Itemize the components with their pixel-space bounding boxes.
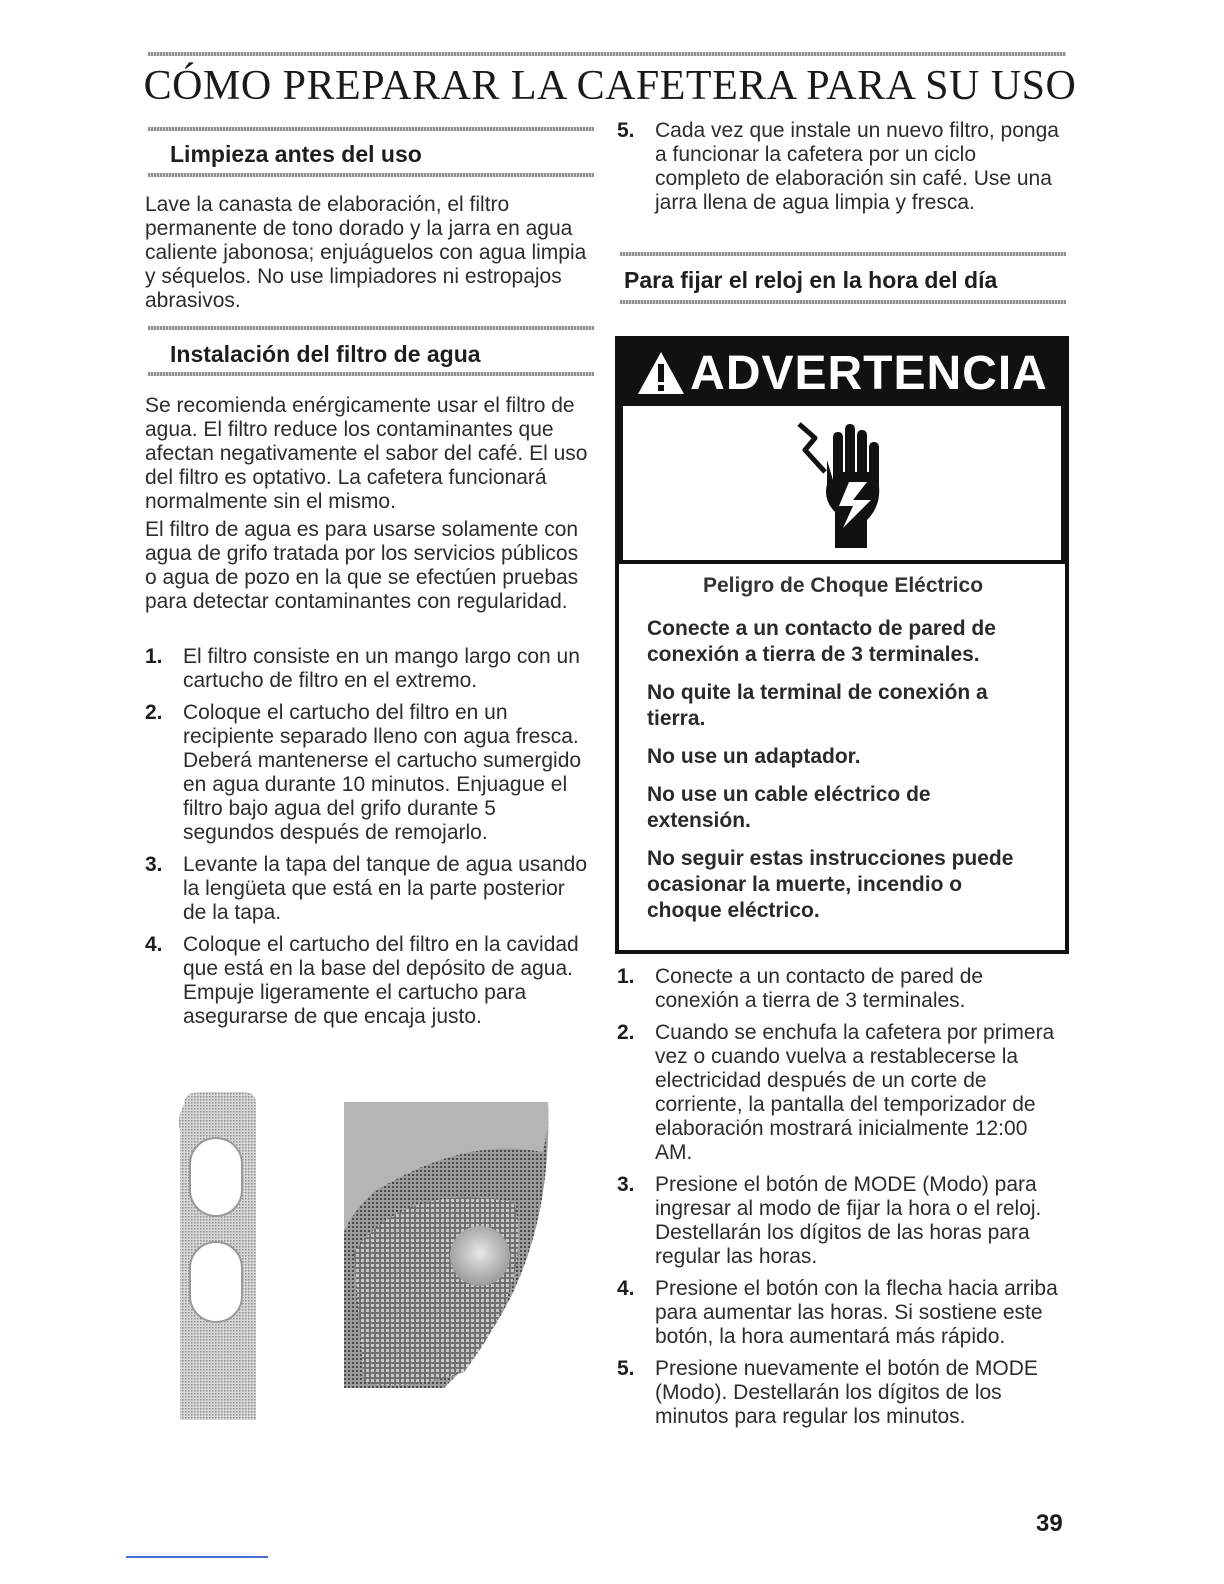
list-item: 4. Presione el botón con la flecha hacia arriba para aumentar las horas. Si sostiene este botón, la hora aumentará más rápido.	[617, 1277, 1058, 1348]
warning-line: No seguir estas instrucciones puede ocasionar la muerte, incendio o choque eléctrico.	[647, 847, 1014, 922]
water-filter-usage: El filtro de agua es para usarse solamente con agua de grifo tratada por los servicios públicos o agua de pozo en la que se efectúen pruebas para detectar contaminantes con regularidad.	[145, 518, 579, 613]
section-rule	[148, 326, 594, 330]
warning-line: Conecte a un contacto de pared de conexión a tierra de 3 terminales.	[647, 617, 996, 666]
list-item: 3. Presione el botón de MODE (Modo) para ingresar al modo de fijar la hora o el reloj. Destellarán los dígitos de las horas para regular las horas.	[617, 1173, 1042, 1268]
list-item: 2. Cuando se enchufa la cafetera por primera vez o cuando vuelva a restablecerse la electricidad después de un corte de corriente, la pantalla del temporizador de elaboración mostrará inicialmente 12:00 AM.	[617, 1021, 1055, 1164]
clock-steps-list	[617, 965, 1065, 1437]
warning-body	[647, 574, 1039, 936]
list-item: 5. Presione nuevamente el botón de MODE (Modo). Destellarán los dígitos de los minutos para regular los minutos.	[617, 1357, 1038, 1428]
warning-header	[619, 340, 1065, 406]
warning-triangle-icon	[636, 350, 686, 396]
filter-steps-list	[145, 645, 590, 1037]
footer-line	[126, 1556, 268, 1558]
warning-line: No use un cable eléctrico de extensión.	[647, 783, 931, 832]
water-reservoir-illustration	[344, 1102, 552, 1402]
filter-handle-illustration	[170, 1090, 260, 1420]
water-filter-intro: Se recomienda enérgicamente usar el filtro de agua. El filtro reduce los contaminantes que afectan negativamente el sabor del café. El uso del filtro es optativo. La cafetera funcionará normalmente sin el mismo.	[145, 394, 588, 513]
top-rule	[148, 52, 1066, 56]
list-item: 2. Coloque el cartucho del filtro en un recipiente separado lleno con agua fresca. Deberá mantenerse el cartucho sumergido en agua durante 10 minutos. Enjuague el filtro bajo agua del grifo durante 5 segundos después de remojarlo.	[145, 701, 582, 844]
section-rule	[620, 300, 1066, 304]
warning-icon-area	[619, 406, 1065, 564]
electric-shock-hand-icon	[795, 420, 885, 550]
list-item: 1. El filtro consiste en un mango largo con un cartucho de filtro en el extremo.	[145, 645, 580, 692]
page-number: 39	[1036, 1510, 1063, 1537]
section-rule	[148, 372, 594, 376]
list-item: 5. Cada vez que instale un nuevo filtro, ponga a funcionar la cafetera por un ciclo completo de elaboración sin café. Use una jarra llena de agua limpia y fresca.	[617, 119, 1059, 214]
page-title: CÓMO PREPARAR LA CAFETERA PARA SU USO	[143, 63, 1077, 109]
cleaning-text: Lave la canasta de elaboración, el filtro permanente de tono dorado y la jarra en agua caliente jabonosa; enjuáguelos con agua limpia y séquelos. No use limpiadores ni estropajos abrasivos.	[145, 193, 587, 312]
section-rule	[148, 127, 594, 131]
warning-box	[615, 336, 1069, 954]
section-heading-cleaning: Limpieza antes del uso	[170, 141, 422, 167]
list-item: 1. Conecte a un contacto de pared de conexión a tierra de 3 terminales.	[617, 965, 984, 1012]
section-heading-water-filter: Instalación del filtro de agua	[170, 341, 481, 367]
section-rule	[148, 173, 594, 177]
warning-subtitle: Peligro de Choque Eléctrico	[702, 574, 984, 597]
section-rule	[620, 252, 1066, 256]
warning-line: No quite la terminal de conexión a tierra.	[647, 681, 988, 730]
list-item: 3. Levante la tapa del tanque de agua usando la lengüeta que está en la parte posterior de la tapa.	[145, 853, 588, 924]
new-filter-step	[617, 119, 1063, 223]
warning-line: No use un adaptador.	[647, 745, 861, 768]
section-heading-clock: Para fijar el reloj en la hora del día	[624, 267, 998, 293]
list-item: 4. Coloque el cartucho del filtro en la cavidad que está en la base del depósito de agua. Empuje ligeramente el cartucho para asegurarse de que encaja justo.	[145, 933, 579, 1028]
warning-title: ADVERTENCIA	[690, 346, 1048, 400]
